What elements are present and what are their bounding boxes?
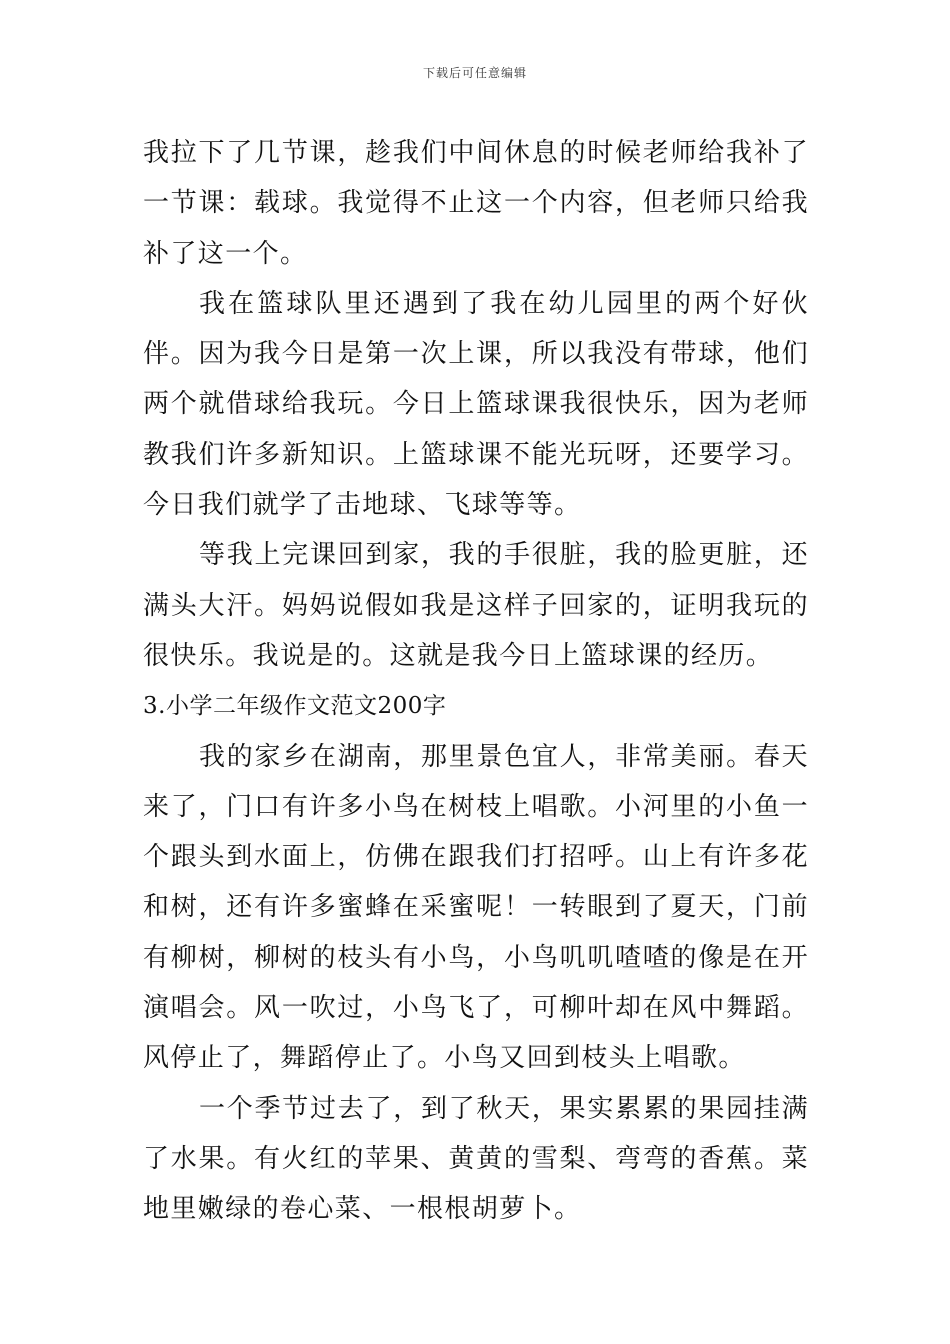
- page-header-note: 下载后可任意编辑: [422, 66, 527, 80]
- paragraph-2: 我在篮球队里还遇到了我在幼儿园里的两个好伙伴。因为我今日是第一次上课，所以我没有带球，他们两个就借球给我玩。今日上篮球课我很快乐，因为老师教我们许多新知识。上篮球课不能光玩呀，还要学习。今日我们就学了击地球、飞球等等。: [143, 288, 809, 521]
- paragraph-4: 我的家乡在湖南，那里景色宜人，非常美丽。春天来了，门口有许多小鸟在树枝上唱歌。小河里的小鱼一个跟头到水面上，仿佛在跟我们打招呼。山上有许多花和树，还有许多蜜蜂在采蜜呢！一转眼到了夏天，门前有柳树，柳树的枝头有小鸟，小鸟叽叽喳喳的像是在开演唱会。风一吹过，小鸟飞了，可柳叶却在风中舞蹈。风停止了，舞蹈停止了。小鸟又回到枝头上唱歌。: [143, 741, 809, 1074]
- section-heading-3: 3.小学二年级作文范文200字: [143, 693, 447, 720]
- document-body: [143, 128, 809, 1235]
- paragraph-1: 我拉下了几节课，趁我们中间休息的时候老师给我补了一节课：载球。我觉得不止这一个内容，但老师只给我补了这一个。: [143, 138, 809, 269]
- paragraph-3: 等我上完课回到家，我的手很脏，我的脸更脏，还满头大汗。妈妈说假如我是这样子回家的，证明我玩的很快乐。我说是的。这就是我今日上篮球课的经历。: [143, 540, 809, 671]
- paragraph-5: 一个季节过去了，到了秋天，果实累累的果园挂满了水果。有火红的苹果、黄黄的雪梨、弯弯的香蕉。菜地里嫩绿的卷心菜、一根根胡萝卜。: [143, 1093, 809, 1225]
